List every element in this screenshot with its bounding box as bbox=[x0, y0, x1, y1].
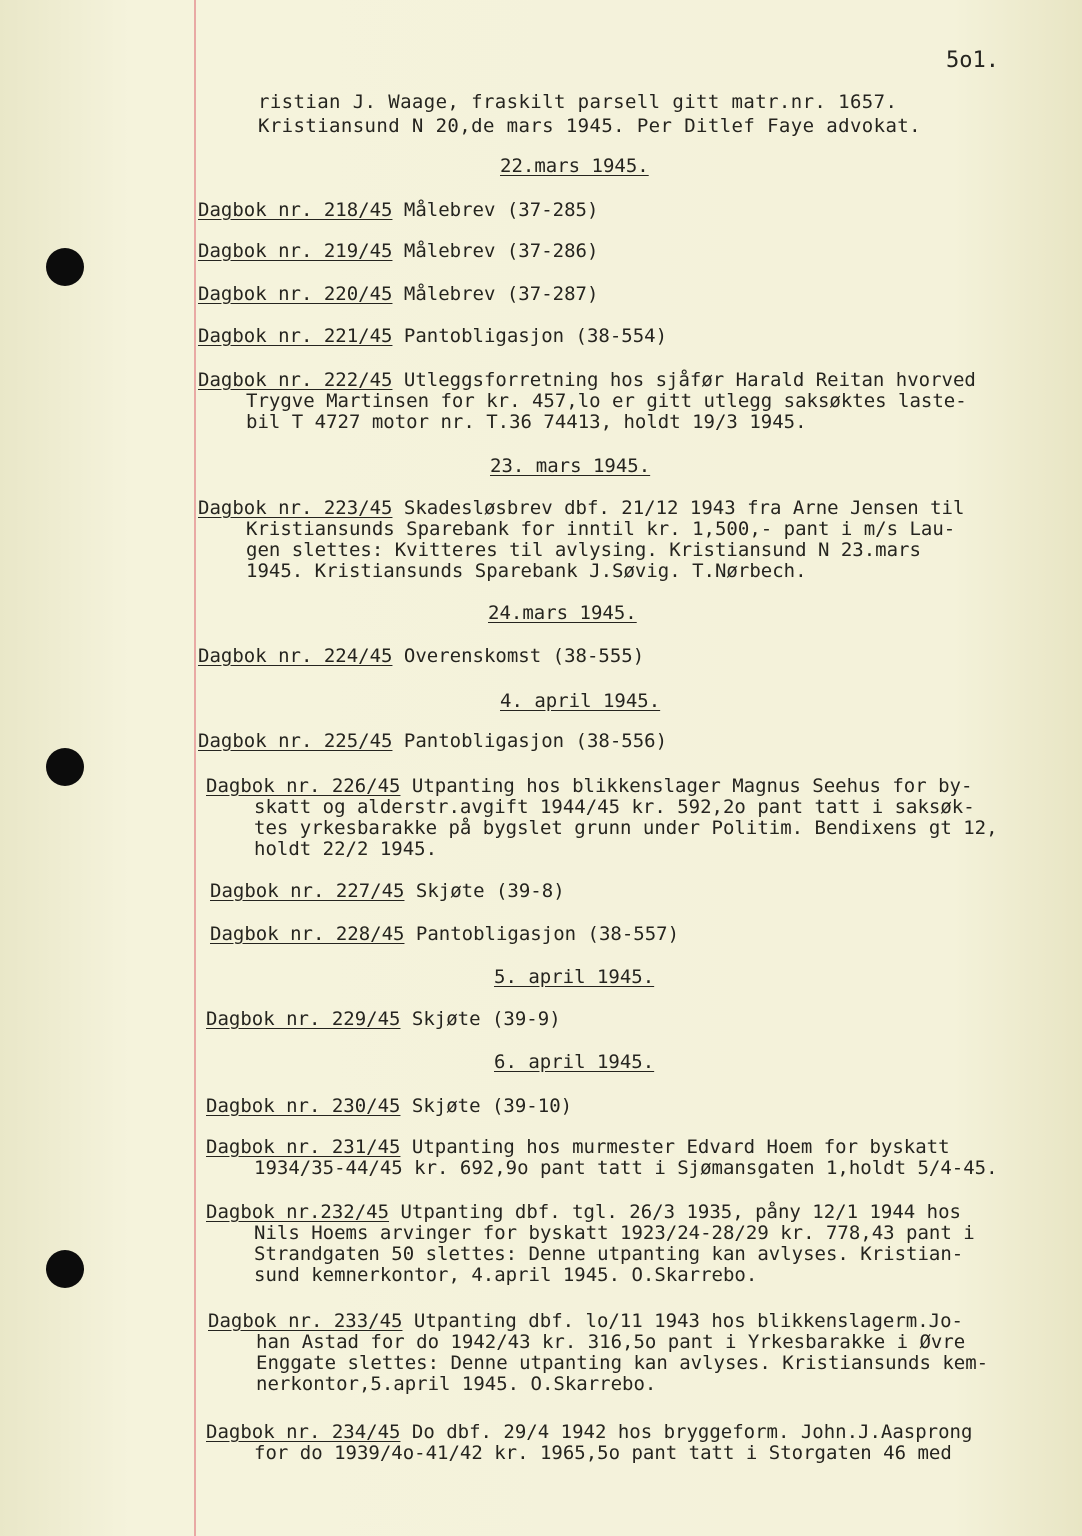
entry-line bbox=[198, 284, 598, 305]
entry-line: holdt 22/2 1945. bbox=[254, 838, 438, 860]
entry-ref: Dagbok nr. 220/45 bbox=[198, 283, 393, 305]
entry-ref: Dagbok nr. 222/45 bbox=[198, 369, 393, 391]
entry-line bbox=[206, 776, 998, 797]
entry-text: Do dbf. 29/4 1942 hos bryggeform. John.J.Aasprong bbox=[411, 1421, 973, 1443]
margin-rule bbox=[194, 0, 196, 1536]
entry-line bbox=[198, 370, 976, 391]
intro-line: ristian J. Waage, fraskilt parsell gitt matr.nr. 1657. bbox=[258, 91, 898, 113]
entry-line bbox=[198, 498, 964, 519]
journal-entry bbox=[206, 1137, 998, 1179]
entry-line: Kristiansunds Sparebank for inntil kr. 1,500,- pant i m/s Lau- bbox=[246, 518, 956, 540]
entry-text: Utpanting dbf. tgl. 26/3 1935, påny 12/1 1944 hos bbox=[400, 1201, 961, 1223]
entry-text: Pantobligasjon (38-554) bbox=[403, 325, 668, 347]
entry-text: Pantobligasjon (38-556) bbox=[403, 730, 668, 752]
date-heading: 24.mars 1945. bbox=[488, 602, 637, 624]
entry-ref: Dagbok nr. 225/45 bbox=[198, 730, 393, 752]
entry-line: Nils Hoems arvinger for byskatt 1923/24-28/29 kr. 778,43 pant i bbox=[254, 1222, 975, 1244]
journal-entry bbox=[208, 1311, 988, 1395]
entry-text: Skjøte (39-10) bbox=[411, 1095, 573, 1117]
journal-entry bbox=[198, 284, 598, 305]
entry-line bbox=[206, 1137, 998, 1158]
journal-entry bbox=[198, 326, 667, 347]
entry-text: Utpanting hos blikkenslager Magnus Seehus for by- bbox=[411, 775, 973, 797]
entry-ref: Dagbok nr. 227/45 bbox=[210, 880, 405, 902]
page-number: 5o1. bbox=[946, 48, 999, 73]
entry-line: 1934/35-44/45 kr. 692,9o pant tatt i Sjømansgaten 1,holdt 5/4-45. bbox=[254, 1157, 998, 1179]
entry-line: gen slettes: Kvitteres til avlysing. Kristiansund N 23.mars bbox=[246, 539, 921, 561]
entry-line bbox=[206, 1422, 972, 1443]
journal-entry bbox=[210, 924, 679, 945]
journal-entry bbox=[198, 498, 964, 582]
date-heading: 4. april 1945. bbox=[500, 690, 661, 712]
entry-line: Trygve Martinsen for kr. 457,lo er gitt utlegg saksøktes laste- bbox=[246, 390, 967, 412]
entry-ref: Dagbok nr. 230/45 bbox=[206, 1095, 401, 1117]
entry-ref: Dagbok nr. 228/45 bbox=[210, 923, 405, 945]
entry-ref: Dagbok nr. 231/45 bbox=[206, 1136, 401, 1158]
entry-line: Strandgaten 50 slettes: Denne utpanting kan avlyses. Kristian- bbox=[254, 1243, 964, 1265]
entry-line bbox=[210, 881, 565, 902]
entry-line: sund kemnerkontor, 4.april 1945. O.Skarrebo. bbox=[254, 1264, 758, 1286]
entry-text: Skjøte (39-9) bbox=[411, 1008, 561, 1030]
intro-line: Kristiansund N 20,de mars 1945. Per Ditlef Faye advokat. bbox=[258, 115, 921, 137]
entry-ref: Dagbok nr. 233/45 bbox=[208, 1310, 403, 1332]
journal-entry bbox=[206, 776, 998, 860]
entry-line bbox=[198, 200, 598, 221]
entry-line: Enggate slettes: Denne utpanting kan avlyses. Kristiansunds kem- bbox=[256, 1352, 989, 1374]
entry-line: tes yrkesbarakke på bygslet grunn under Politim. Bendixens gt 12, bbox=[254, 817, 998, 839]
journal-entry bbox=[198, 241, 598, 262]
entry-text: Utleggsforretning hos sjåfør Harald Reitan hvorved bbox=[403, 369, 976, 391]
journal-entry bbox=[198, 200, 598, 221]
entry-ref: Dagbok nr. 226/45 bbox=[206, 775, 401, 797]
journal-entry bbox=[198, 646, 644, 667]
date-heading: 6. april 1945. bbox=[494, 1051, 655, 1073]
entry-line: nerkontor,5.april 1945. O.Skarrebo. bbox=[256, 1373, 657, 1395]
entry-line bbox=[206, 1096, 572, 1117]
journal-entry bbox=[206, 1096, 572, 1117]
punch-hole bbox=[46, 748, 84, 786]
date-heading: 23. mars 1945. bbox=[490, 455, 651, 477]
entry-text: Målebrev (37-285) bbox=[403, 199, 599, 221]
entry-text: Overenskomst (38-555) bbox=[403, 645, 645, 667]
entry-ref: Dagbok nr. 221/45 bbox=[198, 325, 393, 347]
entry-ref: Dagbok nr. 223/45 bbox=[198, 497, 393, 519]
entry-text: Skadesløsbrev dbf. 21/12 1943 fra Arne Jensen til bbox=[403, 497, 965, 519]
entry-ref: Dagbok nr. 234/45 bbox=[206, 1421, 401, 1443]
entry-line bbox=[210, 924, 679, 945]
entry-ref: Dagbok nr. 224/45 bbox=[198, 645, 393, 667]
entry-ref: Dagbok nr. 219/45 bbox=[198, 240, 393, 262]
entry-ref: Dagbok nr. 218/45 bbox=[198, 199, 393, 221]
entry-line bbox=[206, 1202, 975, 1223]
journal-entry bbox=[206, 1202, 975, 1286]
entry-line bbox=[206, 1009, 561, 1030]
entry-text: Utpanting hos murmester Edvard Hoem for byskatt bbox=[411, 1136, 950, 1158]
entry-line bbox=[208, 1311, 988, 1332]
journal-entry bbox=[206, 1422, 972, 1464]
journal-entry bbox=[210, 881, 565, 902]
entry-text: Målebrev (37-287) bbox=[403, 283, 599, 305]
entry-line bbox=[198, 241, 598, 262]
entry-ref: Dagbok nr.232/45 bbox=[206, 1201, 390, 1223]
entry-text: Utpanting dbf. lo/11 1943 hos blikkenslagerm.Jo- bbox=[413, 1310, 963, 1332]
punch-hole bbox=[46, 248, 84, 286]
entry-line: skatt og alderstr.avgift 1944/45 kr. 592,2o pant tatt i saksøk- bbox=[254, 796, 975, 818]
entry-text: Målebrev (37-286) bbox=[403, 240, 599, 262]
punch-hole bbox=[46, 1250, 84, 1288]
journal-entry bbox=[198, 370, 976, 433]
entry-line: for do 1939/4o-41/42 kr. 1965,5o pant tatt i Storgaten 46 med bbox=[254, 1442, 952, 1464]
date-heading: 5. april 1945. bbox=[494, 966, 655, 988]
entry-line bbox=[198, 731, 667, 752]
entry-text: Skjøte (39-8) bbox=[415, 880, 565, 902]
entry-text: Pantobligasjon (38-557) bbox=[415, 923, 680, 945]
journal-entry bbox=[206, 1009, 561, 1030]
entry-line bbox=[198, 326, 667, 347]
date-heading: 22.mars 1945. bbox=[500, 155, 649, 177]
entry-line bbox=[198, 646, 644, 667]
entry-line: 1945. Kristiansunds Sparebank J.Søvig. T.Nørbech. bbox=[246, 560, 807, 582]
journal-entry bbox=[198, 731, 667, 752]
entry-line: han Astad for do 1942/43 kr. 316,5o pant i Yrkesbarakke i Øvre bbox=[256, 1331, 966, 1353]
entry-ref: Dagbok nr. 229/45 bbox=[206, 1008, 401, 1030]
entry-line: bil T 4727 motor nr. T.36 74413, holdt 19/3 1945. bbox=[246, 411, 807, 433]
